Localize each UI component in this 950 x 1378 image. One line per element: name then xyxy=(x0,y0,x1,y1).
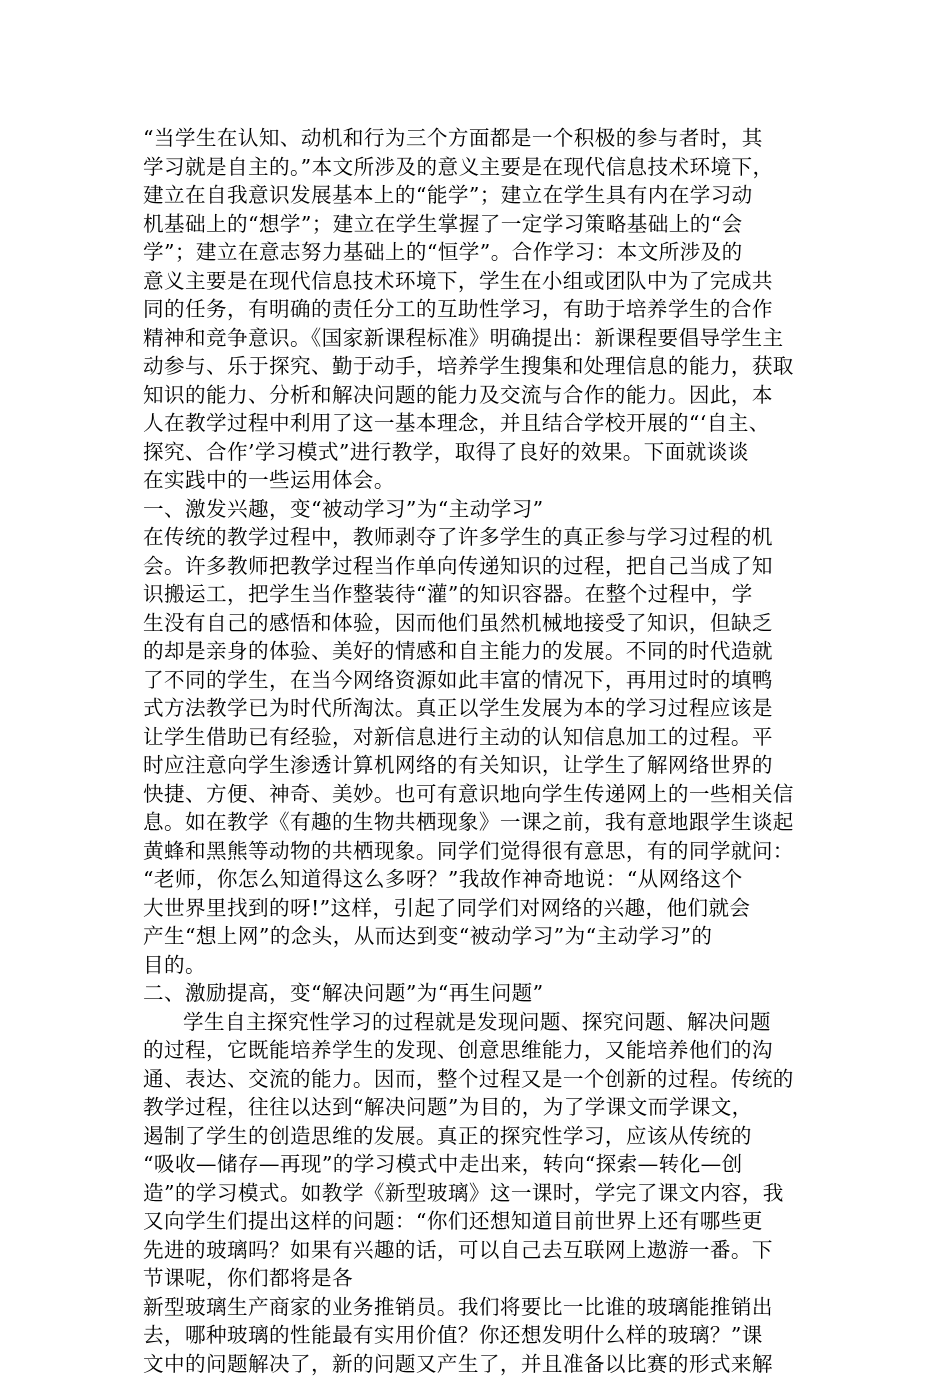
text-line: 遏制了学生的创造思维的发展。真正的探究性学习，应该从传统的 xyxy=(143,1122,811,1151)
text-line: 造”的学习模式。如教学《新型玻璃》这一课时，学完了课文内容，我 xyxy=(143,1179,811,1208)
text-line: “当学生在认知、动机和行为三个方面都是一个积极的参与者时，其 xyxy=(143,124,811,153)
text-line: 式方法教学已为时代所淘汰。真正以学生发展为本的学习过程应该是 xyxy=(143,694,811,723)
text-line: 目的。 xyxy=(143,951,811,980)
text-line: 先进的玻璃吗？如果有兴趣的话，可以自己去互联网上遨游一番。下 xyxy=(143,1236,811,1265)
text-line: 生没有自己的感悟和体验，因而他们虽然机械地接受了知识，但缺乏 xyxy=(143,609,811,638)
text-line: 黄蜂和黑熊等动物的共栖现象。同学们觉得很有意思，有的同学就问： xyxy=(143,837,811,866)
text-line: 息。如在教学《有趣的生物共栖现象》一课之前，我有意地跟学生谈起 xyxy=(143,808,811,837)
text-line: 产生“想上网”的念头，从而达到变“被动学习”为“主动学习”的 xyxy=(143,922,811,951)
text-line: 在传统的教学过程中，教师剥夺了许多学生的真正参与学习过程的机 xyxy=(143,523,811,552)
text-line: 建立在自我意识发展基本上的“能学”；建立在学生具有内在学习动 xyxy=(143,181,811,210)
text-line: 时应注意向学生渗透计算机网络的有关知识，让学生了解网络世界的 xyxy=(143,751,811,780)
section-heading: 二、激励提高，变“解决问题”为“再生问题” xyxy=(143,979,811,1008)
text-line: “吸收—储存—再现”的学习模式中走出来，转向“探索—转化—创 xyxy=(143,1150,811,1179)
text-line: 会。许多教师把教学过程当作单向传递知识的过程，把自己当成了知 xyxy=(143,552,811,581)
text-line: 教学过程，往往以达到“解决问题”为目的，为了学课文而学课文， xyxy=(143,1093,811,1122)
text-line: 精神和竞争意识。《国家新课程标准》明确提出：新课程要倡导学生主 xyxy=(143,324,811,353)
text-line: 通、表达、交流的能力。因而，整个过程又是一个创新的过程。传统的 xyxy=(143,1065,811,1094)
text-line: 去，哪种玻璃的性能最有实用价值？你还想发明什么样的玻璃？”课 xyxy=(143,1321,811,1350)
text-line: 让学生借助已有经验，对新信息进行主动的认知信息加工的过程。平 xyxy=(143,723,811,752)
text-line: 了不同的学生，在当今网络资源如此丰富的情况下，再用过时的填鸭 xyxy=(143,666,811,695)
text-line: 新型玻璃生产商家的业务推销员。我们将要比一比谁的玻璃能推销出 xyxy=(143,1293,811,1322)
text-line: 探究、合作’学习模式”进行教学，取得了良好的效果。下面就谈谈 xyxy=(143,438,811,467)
text-line: 的过程，它既能培养学生的发现、创意思维能力，又能培养他们的沟 xyxy=(143,1036,811,1065)
text-line: 学生自主探究性学习的过程就是发现问题、探究问题、解决问题 xyxy=(143,1008,811,1037)
text-line: 的却是亲身的体验、美好的情感和自主能力的发展。不同的时代造就 xyxy=(143,637,811,666)
text-line: 同的任务，有明确的责任分工的互助性学习，有助于培养学生的合作 xyxy=(143,295,811,324)
text-line: 学习就是自主的。”本文所涉及的意义主要是在现代信息技术环境下， xyxy=(143,153,811,182)
text-line: 在实践中的一些运用体会。 xyxy=(143,466,811,495)
text-line: 人在教学过程中利用了这一基本理念，并且结合学校开展的“‘自主、 xyxy=(143,409,811,438)
text-line: 又向学生们提出这样的问题：“你们还想知道目前世界上还有哪些更 xyxy=(143,1207,811,1236)
document-body xyxy=(143,124,811,1378)
text-line: 知识的能力、分析和解决问题的能力及交流与合作的能力。因此，本 xyxy=(143,381,811,410)
text-line: 节课呢，你们都将是各 xyxy=(143,1264,811,1293)
text-line: 动参与、乐于探究、勤于动手，培养学生搜集和处理信息的能力，获取 xyxy=(143,352,811,381)
text-line: 学”；建立在意志努力基础上的“恒学”。合作学习：本文所涉及的 xyxy=(143,238,811,267)
text-line: 快捷、方便、神奇、美妙。也可有意识地向学生传递网上的一些相关信 xyxy=(143,780,811,809)
section-heading: 一、激发兴趣，变“被动学习”为“主动学习” xyxy=(143,495,811,524)
text-line: 文中的问题解决了，新的问题又产生了，并且准备以比赛的形式来解 xyxy=(143,1350,811,1378)
text-line: 识搬运工，把学生当作整装待“灌”的知识容器。在整个过程中，学 xyxy=(143,580,811,609)
text-line: 大世界里找到的呀!”这样，引起了同学们对网络的兴趣，他们就会 xyxy=(143,894,811,923)
text-line: 机基础上的“想学”；建立在学生掌握了一定学习策略基础上的“会 xyxy=(143,210,811,239)
text-line: “老师，你怎么知道得这么多呀？”我故作神奇地说：“从网络这个 xyxy=(143,865,811,894)
text-line: 意义主要是在现代信息技术环境下，学生在小组或团队中为了完成共 xyxy=(143,267,811,296)
